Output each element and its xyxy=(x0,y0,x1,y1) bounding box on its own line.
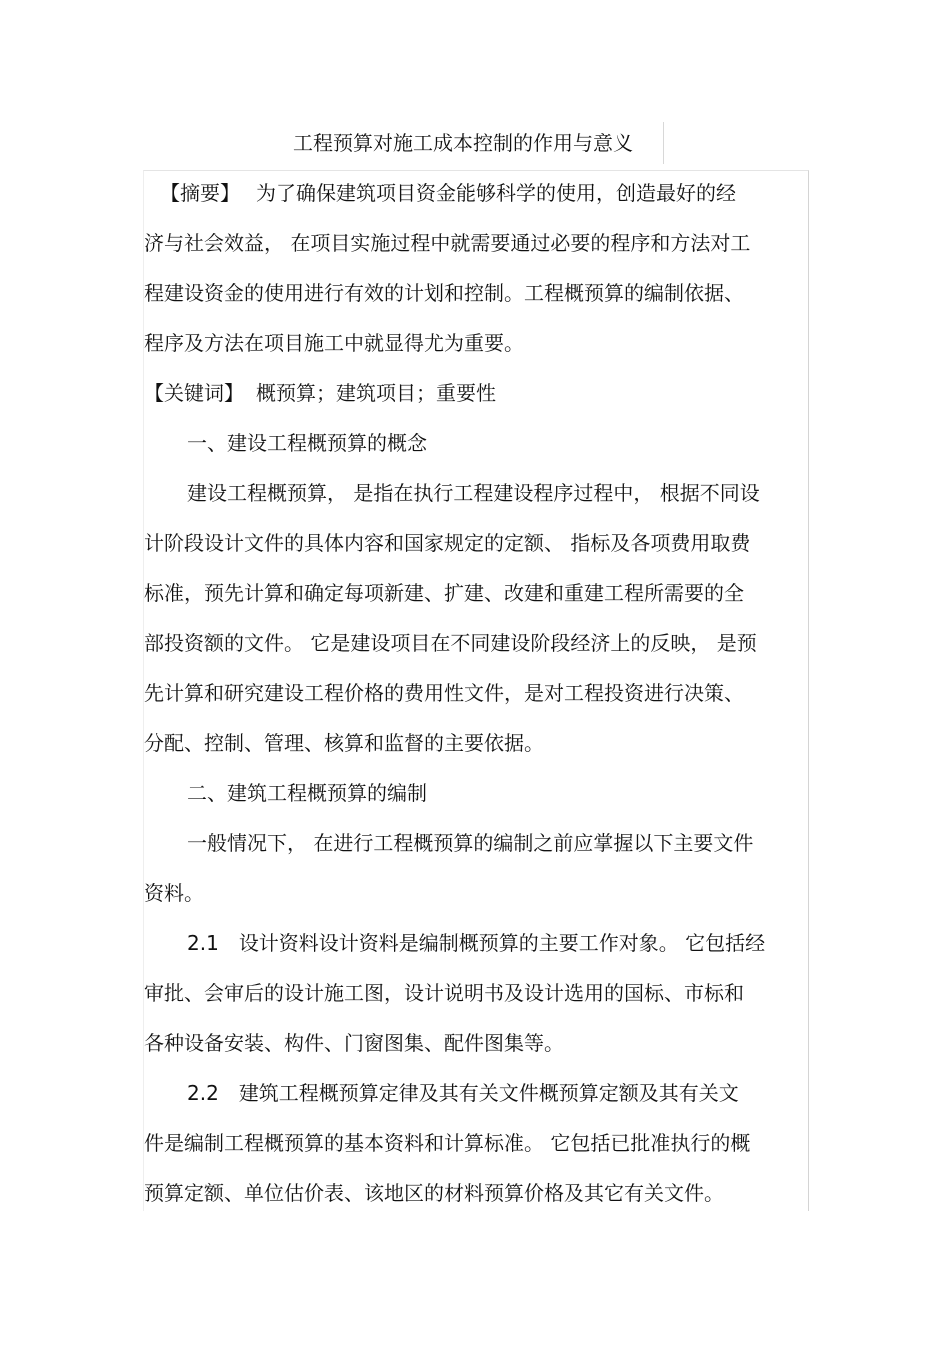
section-2-heading: 二、建筑工程概预算的编制 xyxy=(187,781,427,805)
keywords-label: 【关键词】 xyxy=(144,381,244,405)
section-1-line-6: 分配、控制、管理、核算和监督的主要依据。 xyxy=(144,731,544,755)
item-2-1-line-2: 审批、会审后的设计施工图，设计说明书及设计选用的国标、市标和 xyxy=(144,981,744,1005)
item-2-1-number: 2.1 xyxy=(187,931,219,955)
abstract-line-1 xyxy=(160,178,736,208)
section-1-heading: 一、建设工程概预算的概念 xyxy=(187,431,427,455)
abstract-line-2: 济与社会效益， 在项目实施过程中就需要通过必要的程序和方法对工 xyxy=(144,231,751,255)
abstract-text: 为了确保建筑项目资金能够科学的使用，创造最好的经 xyxy=(256,181,736,205)
title-divider xyxy=(663,122,664,164)
section-1-line-4: 部投资额的文件。 它是建设项目在不同建设阶段经济上的反映， 是预 xyxy=(144,631,757,655)
item-2-2-line-1 xyxy=(187,1078,739,1108)
section-1-line-2: 计阶段设计文件的具体内容和国家规定的定额、 指标及各项费用取费 xyxy=(144,531,751,555)
item-2-2-line-3: 预算定额、单位估价表、该地区的材料预算价格及其它有关文件。 xyxy=(144,1181,724,1205)
item-2-2-number: 2.2 xyxy=(187,1081,219,1105)
abstract-label: 【摘要】 xyxy=(160,181,240,205)
section-1-line-1: 建设工程概预算， 是指在执行工程建设程序过程中， 根据不同设 xyxy=(187,481,760,505)
item-2-2-line-2: 件是编制工程概预算的基本资料和计算标准。 它包括已批准执行的概 xyxy=(144,1131,751,1155)
item-2-1-text: 设计资料设计资料是编制概预算的主要工作对象。 它包括经 xyxy=(238,931,766,955)
item-2-1-line-1 xyxy=(187,928,765,958)
keywords-text: 概预算；建筑项目；重要性 xyxy=(256,381,496,405)
item-2-2-text: 建筑工程概预算定律及其有关文件概预算定额及其有关文 xyxy=(238,1081,739,1105)
section-1-line-3: 标准，预先计算和确定每项新建、扩建、改建和重建工程所需要的全 xyxy=(144,581,744,605)
keywords-line xyxy=(144,378,496,408)
item-2-1-line-3: 各种设备安装、构件、门窗图集、配件图集等。 xyxy=(144,1031,564,1055)
abstract-line-3: 程建设资金的使用进行有效的计划和控制。工程概预算的编制依据、 xyxy=(144,281,744,305)
section-2-intro-line-1: 一般情况下， 在进行工程概预算的编制之前应掌握以下主要文件 xyxy=(187,831,754,855)
section-1-line-5: 先计算和研究建设工程价格的费用性文件，是对工程投资进行决策、 xyxy=(144,681,744,705)
section-2-intro-line-2: 资料。 xyxy=(144,881,204,905)
document-title: 工程预算对施工成本控制的作用与意义 xyxy=(293,131,633,155)
abstract-line-4: 程序及方法在项目施工中就显得尤为重要。 xyxy=(144,331,524,355)
